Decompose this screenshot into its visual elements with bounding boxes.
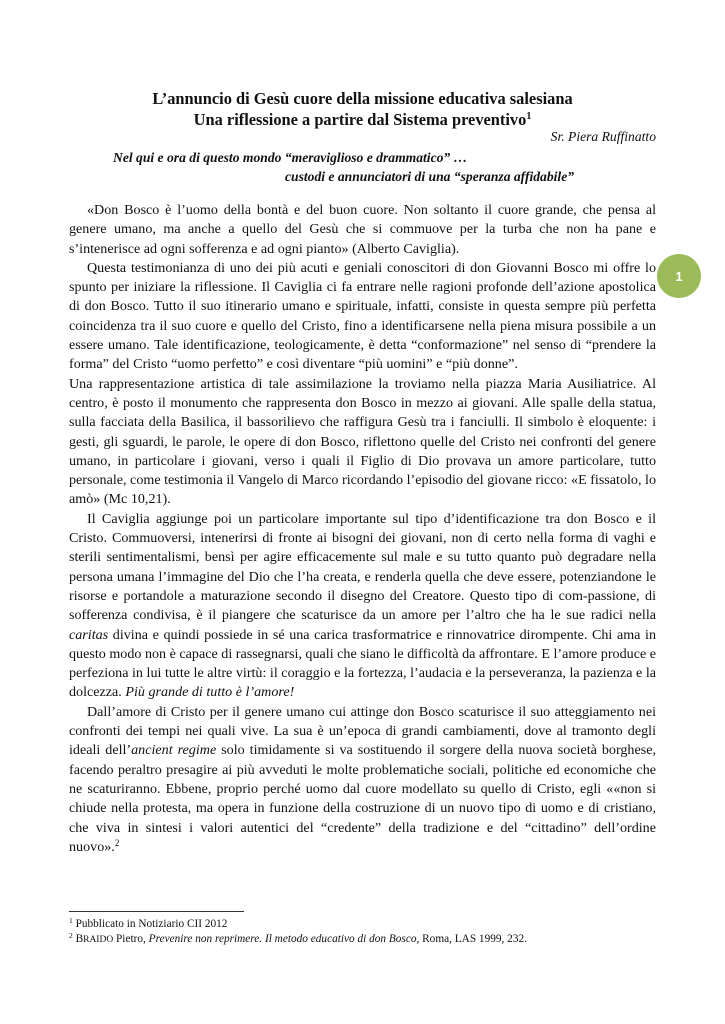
paragraph-5-text-a: Dall’amore di Cristo per il genere umano cui attinge don Bosco scaturisce il suo atteggiamento nei confronti dei tempi nei quali vive. La sua è un’epoca di grandi cambiamenti, dove al tramonto degli ideali dell’ (69, 703, 656, 759)
footnote-2-book-title: Prevenire non reprimere. Il metodo educativo di don Bosco, (148, 933, 420, 945)
caritas-term: caritas (69, 626, 109, 643)
footnote-2-marker: 2 (69, 931, 73, 940)
author-name: Sr. Piera Ruffinatto (550, 129, 656, 144)
footnote-2 (69, 932, 656, 948)
motto-line-2: custodi e annunciatori di una “speranza affidabile” (285, 169, 575, 184)
paragraph-5 (69, 703, 656, 857)
paragraph-4-text-b: divina e quindi possiede in sé una carica trasformatrice e rinnovatrice dirompente. Chi ama in questo modo non è capace di rassegnarsi, quali che siano le difficoltà da affrontare. E l’amore produce e perfeziona in lui tutte le altre virtù: il coraggio e la fortezza, l’audacia e la perseveranza, la pazienza e la dolcezza. (69, 626, 656, 701)
footnote-1 (69, 917, 656, 932)
title-line-2-text: Una riflessione a partire dal Sistema preventivo (193, 110, 527, 129)
footnote-2-author-initial: B (72, 933, 84, 945)
footnotes (69, 917, 656, 948)
footnote-2-author-first: Pietro, (113, 933, 149, 945)
title-line-2 (70, 109, 655, 130)
footnote-separator (69, 911, 244, 912)
footnote-ref-1[interactable]: 1 (526, 111, 532, 122)
paragraph-1: «Don Bosco è l’uomo della bontà e del buon cuore. Non soltanto il cuore grande, che pensa al genere umano, ma anche a quello del Gesù che si commuove per la turba che non ha pane e s’intenerisce ad ogni sofferenza e ad ogni pianto» (Alberto Caviglia). (69, 202, 656, 257)
footnote-1-text: Pubblicato in Notiziario CII 2012 (72, 918, 228, 930)
paragraph-5-text-b: solo timidamente si va sostituendo il sorgere della nuova società borghese, facendo peraltro presagire ai più avveduti le molte problematiche sociali, politiche ed economiche che ne scaturiranno. Ebbene, proprio perché uomo dal cuore modellato su quello di Cristo, egli ««non si chiude nella protesta, ma opera in funzione della costruzione di un nuovo tipo di uomo e di cristiano, che viva in sintesi i valori autentici del “credente” della tradizione e del “cittadino” dell’ordine nuovo». (69, 742, 656, 855)
paragraph-4-emphasis: Più grande di tutto è l’amore! (125, 684, 295, 701)
document-title (70, 88, 655, 130)
motto-line-1: Nel qui e ora di questo mondo “meraviglioso e drammatico” … (113, 150, 468, 165)
paragraph-4 (69, 510, 656, 703)
page-number-badge: 1 (657, 254, 701, 298)
footnote-ref-2[interactable]: 2 (114, 837, 120, 848)
paragraph-2: Questa testimonianza di uno dei più acuti e geniali conoscitori di don Giovanni Bosco mi offre lo spunto per iniziare la riflessione. Il Caviglia ci fa entrare nelle ragioni profonde dell’azione apostolica di don Bosco. Tutto il suo itinerario umano e spirituale, infatti, consiste in questa sempre più perfetta coincidenza tra il suo cuore e quello del Cristo, fino a identificarsene nella piena misura possibile a un essere umano. Tale identificazione, teologicamente, è detta “conformazione” nel senso di “prendere la forma” del Cristo “uomo perfetto” e così diventare “più uomini” e “più donne”. (69, 259, 656, 373)
paragraph-4-text-a: Il Caviglia aggiunge poi un particolare importante sul tipo d’identificazione tra don Bosco e il Cristo. Commuoversi, intenerirsi di fronte ai bisogni dei giovani, non di certo nella forma di vaghi e sterili sentimentalismi, bensì per agire efficacemente sul male e su tutto quanto può degradare nella persona umana l’immagine del Dio che l’ha creata, e renderla quella che deve essere, potenziandone le risorse e portandole a maturazione secondo il disegno del Creatore. Questo tipo di com-passione, di sofferenza condivisa, è il piangere che scaturisce da un amore per l’altro che ha le sue radici nella (69, 510, 656, 624)
title-line-1: L’annuncio di Gesù cuore della missione educativa salesiana (152, 89, 573, 108)
ancient-regime-term: ancient regime (131, 742, 217, 759)
footnote-1-marker: 1 (69, 916, 73, 925)
paragraph-3: Una rappresentazione artistica di tale assimilazione la troviamo nella piazza Maria Ausiliatrice. Al centro, è posto il monumento che rappresenta don Bosco in mezzo ai giovani. Alle spalle della statua, sulla facciata della Basilica, il bassorilievo che raffigura Gesù tra i fanciulli. Il simbolo è eloquente: i gesti, gli sguardi, le parole, le opere di don Bosco, riflettono quelle del Cristo nei confronti del genere umano, in particolare i giovani, verso i quali il Figlio di Dio provava un amore particolare, tutto personale, come testimonia il Vangelo di Marco ricordando l’episodio del giovane ricco: «E fissatolo, lo amò» (Mc 10,21). (69, 375, 656, 508)
footnote-2-author-smallcaps: RAIDO (83, 935, 114, 945)
footnote-2-publication: Roma, LAS 1999, 232. (419, 933, 527, 945)
body-text (69, 201, 656, 857)
